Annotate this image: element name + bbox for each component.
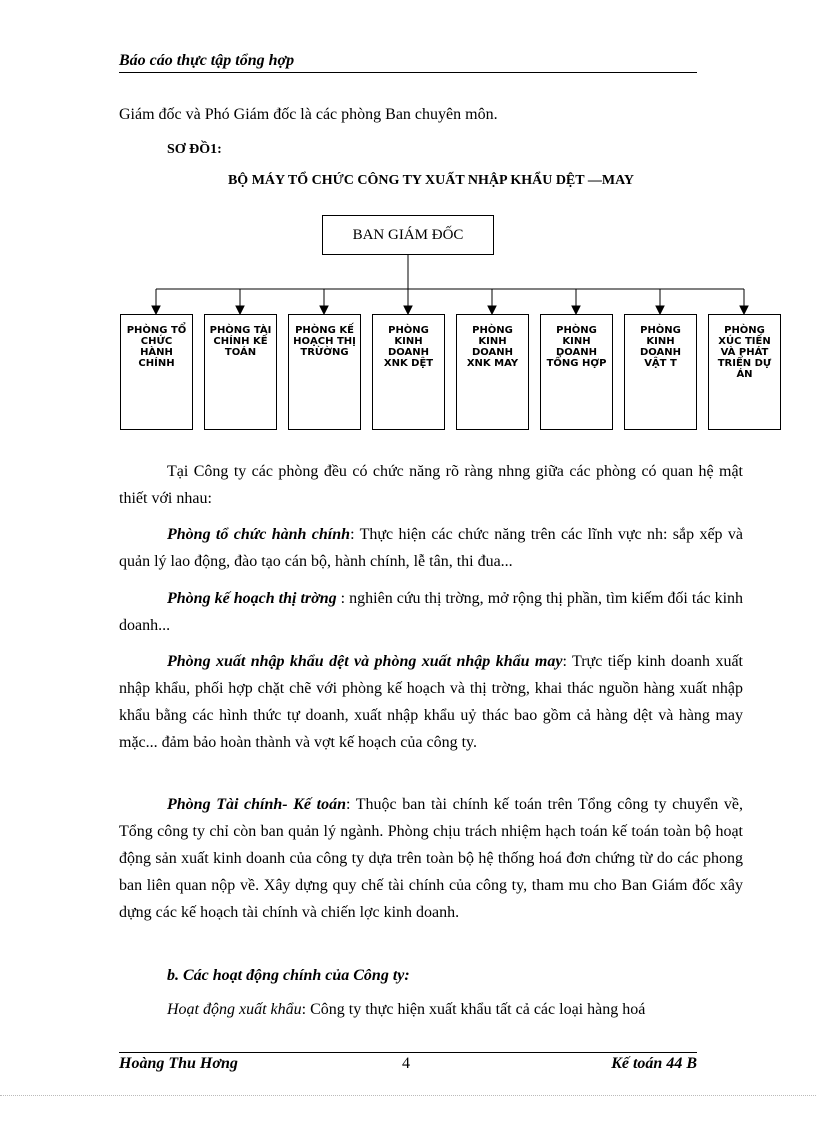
body-paragraph <box>119 648 743 756</box>
section-heading: b. Các hoạt động chính của Công ty: <box>167 967 410 984</box>
dept-box: PHÒNG TÀI CHÍNH KẾ TOÁN <box>204 314 277 430</box>
footer-class: Kế toán 44 B <box>611 1055 697 1072</box>
page-header: Báo cáo thực tập tổng hợp <box>119 52 697 73</box>
dept-box: PHÒNG KINH DOANH XNK MAY <box>456 314 529 430</box>
page-boundary <box>0 1095 816 1096</box>
paragraph-text: : Thuộc ban tài chính kế toán trên Tổng công ty chuyển về, Tổng công ty chỉ còn ban quản lý ngành. Phòng chịu trách nhiệm hạch toán kế toán toàn bộ hoạt động sản xuất kinh doanh của công ty dựa trên toàn bộ hệ thống hoá đơn chứng từ do các phong ban liên quan nộp về. Xây dựng quy chế tài chính của công ty, tham mu cho Ban Giám đốc xây dựng các kế hoạch tài chính và chiến lợc kinh doanh. <box>119 796 744 921</box>
footer-divider <box>119 1052 697 1053</box>
dept-box: PHÒNG KINH DOANH XNK DỆT <box>372 314 445 430</box>
body-paragraph <box>119 585 743 639</box>
dept-name: Phòng kế hoạch thị trờng <box>167 590 337 607</box>
body-paragraph <box>119 996 743 1023</box>
paragraph-text: : Trực tiếp kinh doanh xuất nhập khẩu, phối hợp chặt chẽ với phòng kế hoạch và thị trờng, khai thác nguồn hàng xuất nhập khẩu bằng các hình thức tự doanh, xuất nhập khẩu uỷ thác bao gồm cả hàng dệt và hàng may mặc... đảm bảo hoàn thành và vợt kế hoạch của công ty. <box>119 653 743 751</box>
activity-name: Hoạt động xuất khẩu <box>167 1001 302 1018</box>
footer-author: Hoàng Thu Hơng <box>119 1055 238 1072</box>
dept-name: Phòng Tài chính- Kế toán <box>167 796 346 813</box>
dept-box: PHÒNG TỔ CHỨC HÀNH CHÍNH <box>120 314 193 430</box>
dept-box: PHÒNG KẾ HOẠCH THỊ TRỪỜNG <box>288 314 361 430</box>
body-paragraph <box>119 521 743 575</box>
page-number: 4 <box>402 1055 410 1072</box>
paragraph-text: : Công ty thực hiện xuất khẩu tất cả các loại hàng hoá <box>301 1001 646 1018</box>
diagram-label: SƠ ĐỒ1: <box>167 142 222 157</box>
body-paragraph <box>119 458 743 512</box>
board-of-directors-box: BAN GIÁM ĐỐC <box>322 215 494 255</box>
paragraph-text: : nghiên cứu thị trờng, mở rộng thị phần, tìm kiếm đối tác kinh doanh... <box>119 590 744 634</box>
dept-box: PHÒNG KINH DOANH VẬT T <box>624 314 697 430</box>
dept-name: Phòng xuất nhập khẩu dệt và phòng xuất nhập khẩu may <box>167 653 563 670</box>
dept-box: PHÒNG XÚC TIẾN VÀ PHÁT TRIỂN DỰ ÁN <box>708 314 781 430</box>
dept-box: PHÒNG KINH DOANH TỔNG HỢP <box>540 314 613 430</box>
org-chart-connectors <box>0 0 816 330</box>
intro-text: Giám đốc và Phó Giám đốc là các phòng Ban chuyên môn. <box>119 106 498 123</box>
paragraph-text: : Thực hiện các chức năng trên các lĩnh vực nh: sắp xếp và quản lý lao động, đào tạo cán bộ, hành chính, lễ tân, thi đua... <box>119 526 744 570</box>
diagram-title: BỘ MÁY TỔ CHỨC CÔNG TY XUẤT NHẬP KHẨU DỆT —MAY <box>227 173 635 188</box>
paragraph-text: Tại Công ty các phòng đều có chức năng rõ ràng nhng giữa các phòng có quan hệ mật thiết với nhau: <box>119 463 743 507</box>
body-paragraph <box>119 791 743 926</box>
dept-name: Phòng tổ chức hành chính <box>167 526 351 543</box>
